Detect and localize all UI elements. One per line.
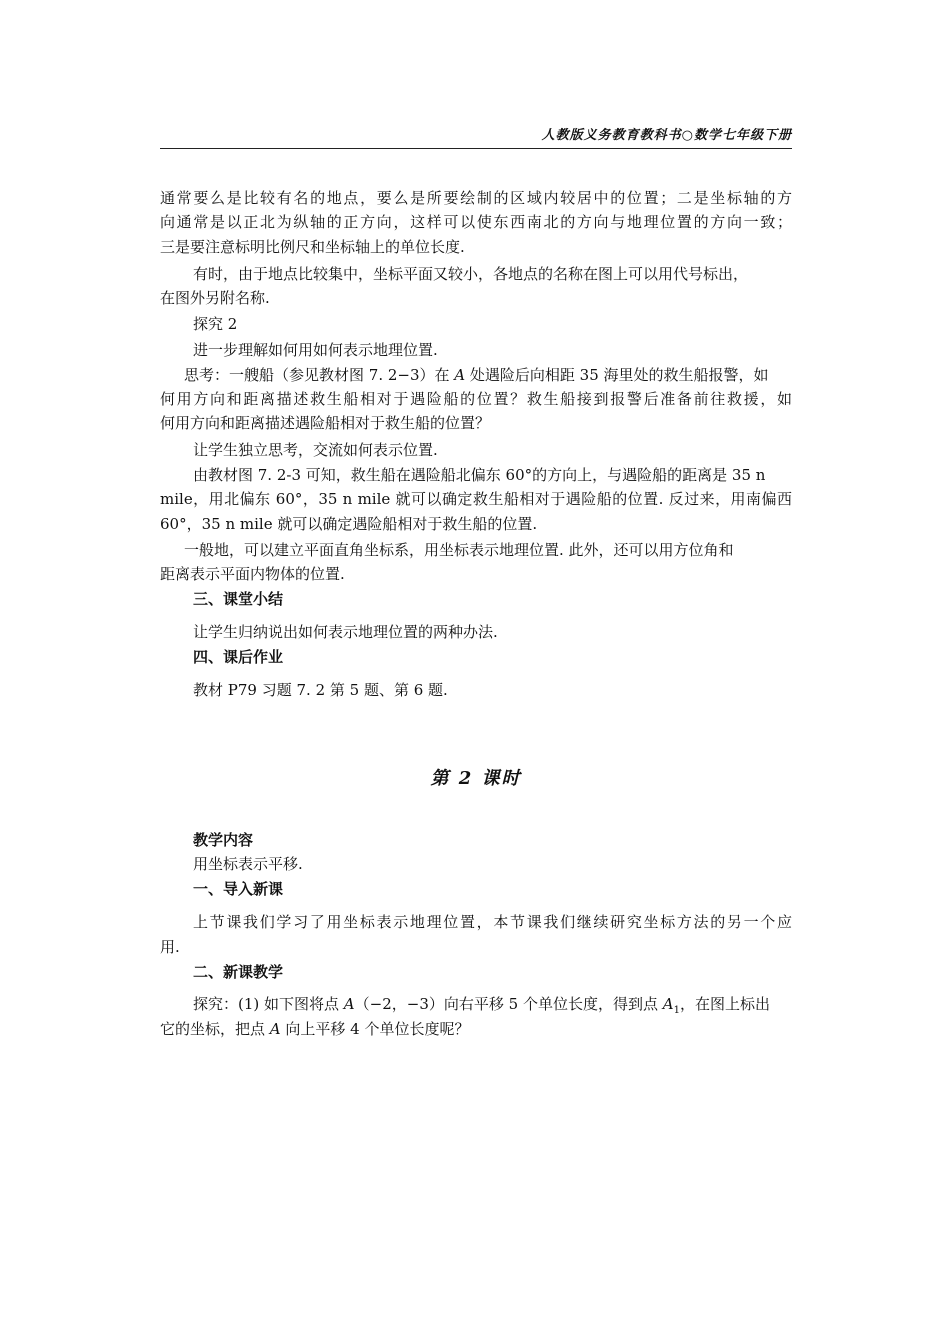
point-label: A xyxy=(343,995,355,1013)
paragraph-line: 何用方向和距离描述遇险船相对于救生船的位置？ xyxy=(160,414,491,432)
explore-text: ，在图上标出 xyxy=(679,995,770,1013)
paragraph-line: 通常要么是比较有名的地点，要么是所要绘制的区域内较居中的位置；二是坐标轴的方 xyxy=(160,189,792,207)
explore-text: 它的坐标，把点 xyxy=(160,1020,270,1038)
point-label: A xyxy=(662,995,674,1013)
think-line xyxy=(184,364,792,386)
paragraph-line: 用坐标表示平移. xyxy=(193,855,303,873)
explore-label: 探究 2 xyxy=(193,315,238,333)
lesson-title: 第 2 课时 xyxy=(430,768,522,789)
think-text: 思考：一艘船（参见教材图 7. 2−3）在 xyxy=(184,366,455,384)
section-heading: 二、新课教学 xyxy=(193,963,284,981)
paragraph-line: mile，用北偏东 60°，35 n mile 就可以确定救生船相对于遇险船的位置. 反过来，用南偏西 xyxy=(160,490,792,508)
explore-description: 进一步理解如何用如何表示地理位置. xyxy=(193,341,438,359)
paragraph-line: 教材 P79 习题 7. 2 第 5 题、第 6 题. xyxy=(193,681,448,699)
paragraph-line: 三是要注意标明比例尺和坐标轴上的单位长度. xyxy=(160,238,465,256)
paragraph-line: 在图外另附名称. xyxy=(160,289,270,307)
paragraph-line: 何用方向和距离描述救生船相对于遇险船的位置？救生船接到报警后准备前往救援，如 xyxy=(160,390,792,408)
explore-line xyxy=(160,1018,792,1040)
explore-text: （−2，−3）向右平移 5 个单位长度，得到点 xyxy=(354,995,663,1013)
paragraph-line: 让学生独立思考，交流如何表示位置. xyxy=(193,441,438,459)
page-header xyxy=(160,128,792,149)
paragraph-line: 上节课我们学习了用坐标表示地理位置，本节课我们继续研究坐标方法的另一个应 xyxy=(193,913,792,931)
section-heading: 三、课堂小结 xyxy=(193,590,284,608)
paragraph-line: 一般地，可以建立平面直角坐标系，用坐标表示地理位置. 此外，还可以用方位角和 xyxy=(184,541,734,559)
content-heading: 教学内容 xyxy=(193,831,254,849)
subscript: 1 xyxy=(673,1005,680,1016)
paragraph-line: 向通常是以正北为纵轴的正方向，这样可以使东西南北的方向与地理位置的方向一致； xyxy=(160,213,792,231)
header-text: 人教版义务教育教科书○数学七年级下册 xyxy=(541,128,792,143)
paragraph-line: 让学生归纳说出如何表示地理位置的两种办法. xyxy=(193,623,498,641)
section-heading: 四、课后作业 xyxy=(193,648,284,666)
paragraph-line: 距离表示平面内物体的位置. xyxy=(160,565,345,583)
explore-text: 向上平移 4 个单位长度呢？ xyxy=(280,1020,470,1038)
think-text: 处遇险后向相距 35 海里处的救生船报警，如 xyxy=(465,366,769,384)
explore-text: 探究：(1) 如下图将点 xyxy=(193,995,344,1013)
paragraph-line: 用. xyxy=(160,938,180,956)
paragraph-line: 60°，35 n mile 就可以确定遇险船相对于救生船的位置. xyxy=(160,515,538,533)
paragraph-line: 有时，由于地点比较集中，坐标平面又较小，各地点的名称在图上可以用代号标出， xyxy=(193,265,749,283)
point-label: A xyxy=(269,1020,281,1038)
section-heading: 一、导入新课 xyxy=(193,880,284,898)
point-label: A xyxy=(454,366,466,384)
paragraph-line: 由教材图 7. 2-3 可知，救生船在遇险船北偏东 60°的方向上，与遇险船的距离是 35 n xyxy=(193,466,766,484)
